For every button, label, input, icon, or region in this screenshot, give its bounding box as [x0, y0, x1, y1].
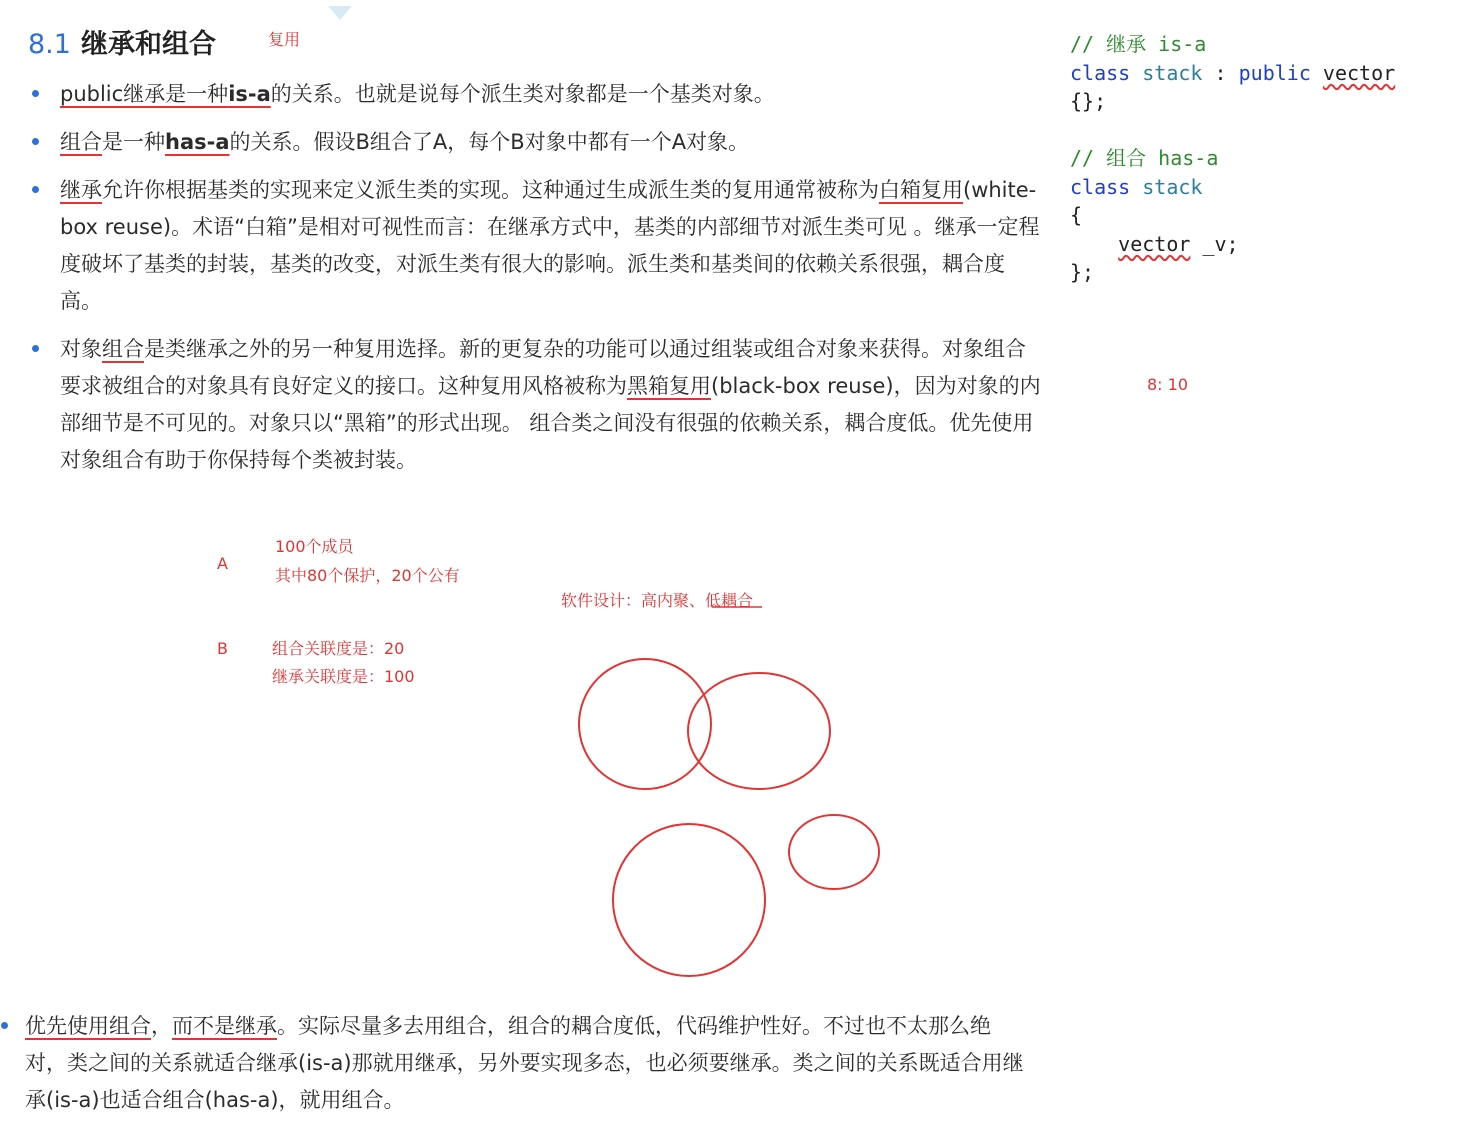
text-run: 组合	[102, 337, 144, 361]
code-member-type: vector	[1118, 231, 1191, 256]
section-number: 8.1	[28, 29, 71, 60]
code-comment-composition: // 组合 has-a	[1070, 146, 1219, 170]
note-a-line2: 其中80个保护，20个公有	[275, 566, 460, 585]
text-run: 允许你根据基类的实现来定义派生类的实现。这种通过生成派生类的复用通常被称为	[102, 178, 879, 202]
text-run: ，	[151, 1014, 172, 1038]
circle-separate-large	[613, 824, 765, 976]
ratio-note: 8: 10	[1147, 375, 1189, 394]
code-keyword: class	[1070, 174, 1131, 199]
text-run: (black-box reuse)，因为对象的内部细节是不可见的。对象只以“黑箱”的形式出现。 组合类之间没有很强的依赖关系，耦合度低。优先使用对象组合有助于你保持每个类被封装。	[60, 374, 1041, 472]
text-run: 的关系。假设B组合了A，每个B对象中都有一个A对象。	[229, 130, 750, 154]
text-run: has-a	[165, 130, 230, 154]
section-title: 继承和组合	[80, 29, 216, 60]
code-base-class: vector	[1322, 60, 1396, 85]
note-b-line2: 继承关联度是：100	[272, 667, 415, 686]
code-class-name: stack	[1142, 60, 1203, 85]
code-access-specifier: public	[1238, 60, 1311, 85]
annotation-reuse: 复用	[268, 30, 301, 49]
code-colon: :	[1202, 60, 1239, 85]
text-run: 是类继承之外的另一种复用选择。新的更复杂的功能可以通过组装或组合对象来获得。对象组合要求被组合的对象具有良好定义的接口。这种复用风格被称为	[60, 337, 1026, 398]
note-design-text: 软件设计：高内聚、低耦合	[561, 591, 754, 610]
text-run: 白箱复用	[879, 178, 963, 202]
circle-coupled-right	[688, 673, 830, 789]
code-member-name: _v;	[1190, 231, 1239, 256]
text-run: 对象	[60, 337, 102, 361]
text-run: is-a	[228, 82, 271, 106]
text-run: 而不是继承	[172, 1014, 277, 1038]
code-class-name: stack	[1142, 174, 1203, 199]
text-run: 是一种	[102, 130, 165, 154]
text-run: 的关系。也就是说每个派生类对象都是一个基类对象。	[270, 82, 775, 106]
code-close-brace: };	[1070, 260, 1095, 284]
label-b: B	[217, 639, 228, 658]
text-run: 组合	[60, 130, 102, 154]
circle-separate-small	[789, 815, 879, 889]
text-run: 优先使用组合	[25, 1014, 151, 1038]
text-run: public继承是一种	[60, 82, 229, 106]
text-run: 继承	[60, 178, 102, 202]
bullet-prefer-composition	[25, 1008, 1025, 1119]
text-run: 黑箱复用	[627, 374, 711, 398]
text-run: 。实际尽量多去用组合，组合的耦合度低，代码维护性好。不过也不太那么绝对，类之间的关系就适合继承(is-a)那就用继承，另外要实现多态，也必须要继承。类之间的关系既适合用继承(is-a)也适合组合(has-a)，就用组合。	[25, 1014, 1024, 1112]
code-empty-body: {};	[1070, 89, 1107, 113]
circle-coupled-left	[579, 659, 711, 789]
code-comment-inheritance: // 继承 is-a	[1070, 32, 1207, 56]
note-a-line1: 100个成员	[275, 537, 354, 556]
code-keyword: class	[1070, 60, 1131, 85]
text-run: (white-box reuse)。术语“白箱”是相对可视性而言：在继承方式中，基类的内部细节对派生类可见 。继承一定程度破坏了基类的封装，基类的改变，对派生类有很大的影响。派生类和基类间的依赖关系很强，耦合度高。	[60, 178, 1040, 313]
label-a: A	[217, 554, 228, 573]
code-open-brace: {	[1070, 203, 1083, 227]
note-b-line1: 组合关联度是：20	[272, 639, 405, 658]
